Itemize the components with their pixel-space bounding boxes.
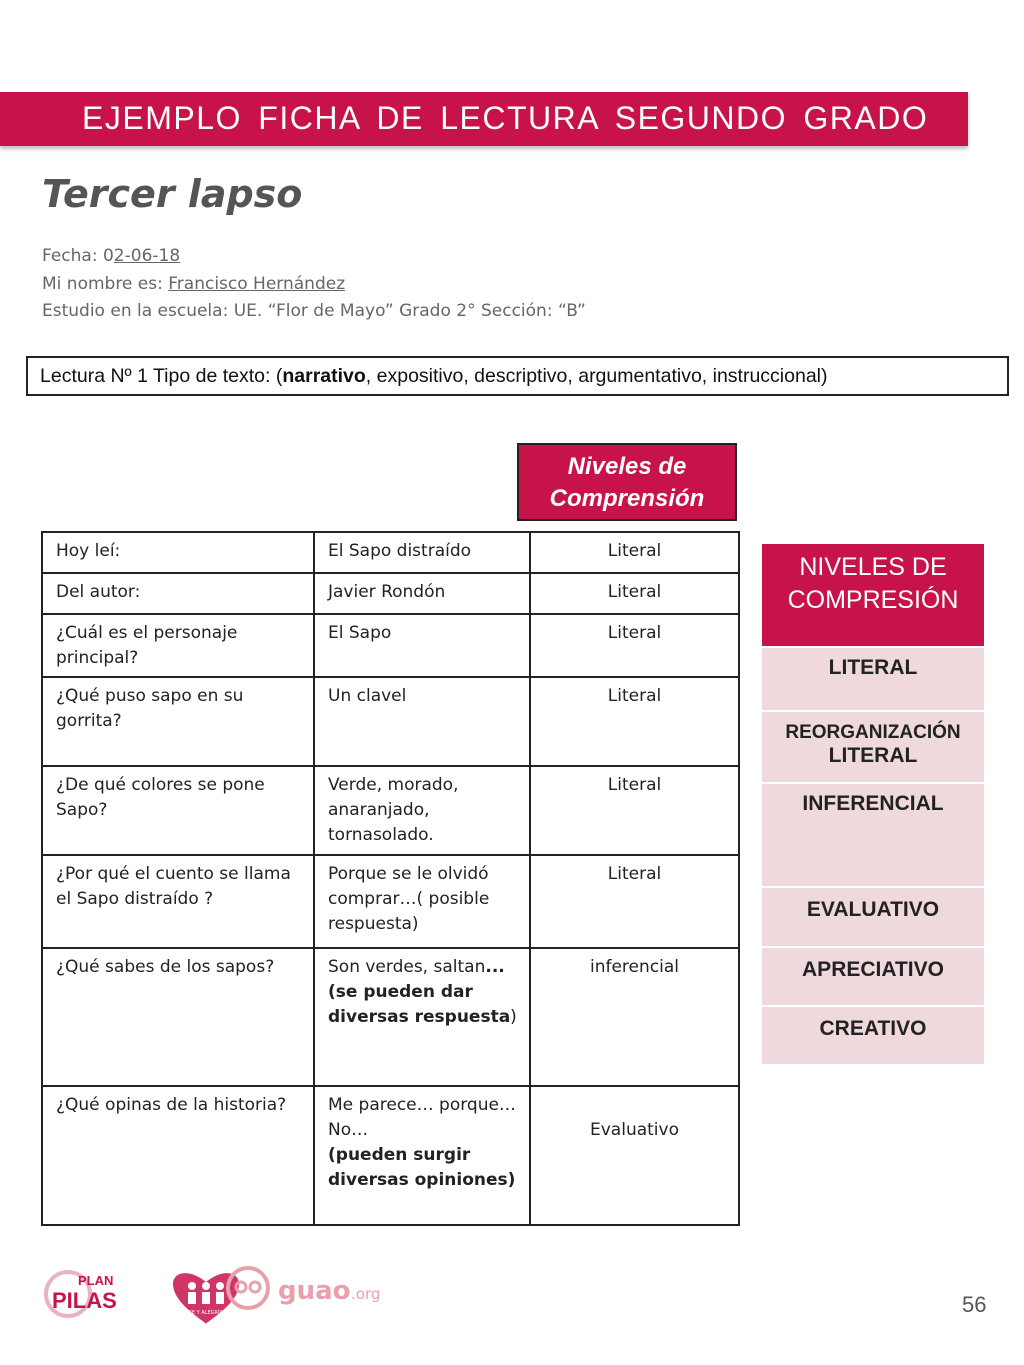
school-line: Estudio en la escuela: UE. “Flor de Mayo” Grado 2° Sección: “B”: [42, 301, 586, 321]
question-cell: ¿De qué colores se pone Sapo?: [42, 766, 314, 855]
level-item-reorganizacion-line2: LITERAL: [828, 744, 918, 767]
question-cell: ¿Qué puso sapo en su gorrita?: [42, 677, 314, 766]
levels-header-line1: Niveles de: [567, 453, 687, 480]
name-line: [42, 274, 345, 294]
logo-fe-text: FE Y ALEGRÍA: [189, 1310, 223, 1316]
level-cell: Literal: [530, 855, 739, 948]
level-cell: Literal: [530, 766, 739, 855]
guao-logo: [228, 1268, 380, 1308]
date-label: Fecha: 0: [42, 246, 114, 266]
footer-logos: [42, 1262, 402, 1332]
logo-guao-text: guao: [278, 1276, 351, 1306]
answer-end-text: ): [510, 1007, 517, 1027]
question-cell: Hoy leí:: [42, 532, 314, 573]
levels-header: [517, 443, 737, 521]
answer-cell: Javier Rondón: [314, 573, 530, 614]
name-label: Mi nombre es:: [42, 274, 169, 294]
question-cell: Del autor:: [42, 573, 314, 614]
logo-plan-text: PLAN: [78, 1273, 114, 1288]
reading-type-box: [26, 356, 1009, 396]
table-row: [42, 1086, 739, 1225]
level-item-literal: LITERAL: [762, 646, 984, 710]
level-item-inferencial: INFERENCIAL: [762, 782, 984, 886]
logo-pilas-text: PILAS: [52, 1288, 117, 1313]
level-cell: inferencial: [530, 948, 739, 1086]
level-item-reorganizacion: [762, 710, 984, 782]
question-cell: ¿Por qué el cuento se llama el Sapo distraído ?: [42, 855, 314, 948]
plan-pilas-logo: [46, 1272, 117, 1316]
answer-cell: Porque se le olvidó comprar…( posible respuesta): [314, 855, 530, 948]
table-row: [42, 677, 739, 766]
level-cell: Evaluativo: [530, 1086, 739, 1225]
level-item-reorganizacion-line1: REORGANIZACIÓN: [785, 722, 961, 743]
level-item-apreciativo: APRECIATIVO: [762, 946, 984, 1005]
levels-header-line2: Comprensión: [549, 485, 705, 512]
sidebar-header-line1: NIVELES DE: [799, 553, 947, 581]
levels-sidebar: [762, 544, 984, 1064]
answer-bold-text: (pueden surgir diversas opiniones): [328, 1145, 516, 1190]
sidebar-header-line2: COMPRESIÓN: [787, 586, 959, 614]
level-cell: Literal: [530, 614, 739, 677]
reading-prefix: Lectura Nº 1 Tipo de texto: (: [40, 365, 283, 387]
date-value: 2-06-18: [113, 246, 181, 266]
answer-text: Son verdes, saltan: [328, 957, 486, 977]
table-row: [42, 573, 739, 614]
answer-cell: El Sapo: [314, 614, 530, 677]
level-item-creativo: CREATIVO: [762, 1005, 984, 1064]
page-number: 56: [962, 1292, 987, 1317]
sidebar-header: [762, 544, 984, 646]
level-item-evaluativo: EVALUATIVO: [762, 886, 984, 946]
answer-cell: [314, 1086, 530, 1225]
page-subtitle: Tercer lapso: [42, 172, 303, 216]
answer-cell: Un clavel: [314, 677, 530, 766]
title-banner: [0, 92, 968, 146]
table-row: [42, 766, 739, 855]
level-cell: Literal: [530, 573, 739, 614]
table-row: [42, 532, 739, 573]
answer-cell: [314, 948, 530, 1086]
table-row: [42, 614, 739, 677]
question-cell: ¿Qué sabes de los sapos?: [42, 948, 314, 1086]
answer-cell: El Sapo distraído: [314, 532, 530, 573]
reading-selected-type: narrativo: [282, 365, 366, 387]
answer-cell: Verde, morado, anaranjado, tornasolado.: [314, 766, 530, 855]
level-cell: Literal: [530, 677, 739, 766]
question-cell: ¿Cuál es el personaje principal?: [42, 614, 314, 677]
date-line: [42, 246, 180, 266]
banner-title: EJEMPLO FICHA DE LECTURA SEGUNDO GRADO: [82, 100, 929, 136]
table-row: [42, 948, 739, 1086]
table-row: [42, 855, 739, 948]
logo-org-text: .org: [351, 1285, 381, 1303]
reading-rest: , expositivo, descriptivo, argumentativo, instruccional): [365, 365, 828, 387]
name-value: Francisco Hernández: [168, 274, 346, 294]
reading-table: [41, 531, 740, 1226]
answer-text: Me parece… porque… No…: [328, 1095, 516, 1140]
answer-bold-text: ...(se pueden dar diversas respuesta: [328, 957, 511, 1027]
question-cell: ¿Qué opinas de la historia?: [42, 1086, 314, 1225]
level-cell: Literal: [530, 532, 739, 573]
